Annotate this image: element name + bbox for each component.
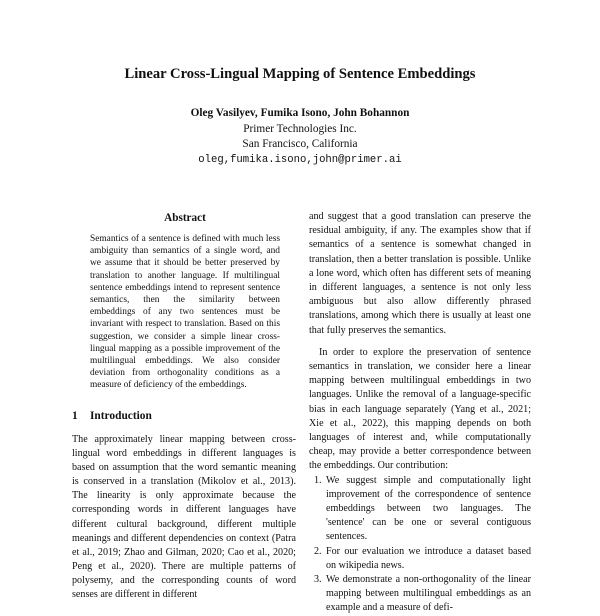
section-number: 1 bbox=[72, 410, 78, 422]
list-number: 1. bbox=[314, 474, 322, 486]
section-heading-introduction bbox=[72, 410, 302, 422]
list-item-text: For our evaluation we introduce a dataset based on wikipedia news. bbox=[326, 545, 531, 571]
contribution-list bbox=[309, 474, 531, 616]
abstract-heading: Abstract bbox=[164, 212, 206, 224]
list-item bbox=[309, 474, 531, 545]
list-item-text: We suggest simple and computationally light improvement of the correspondence of sentence embeddings between two languages. The 'sentence' can be one or several contiguous sentences. bbox=[326, 474, 531, 543]
list-item-text: We demonstrate a non-orthogonality of the linear mapping between multilingual embeddings as an example and a measure of defi- bbox=[326, 574, 531, 614]
author-block bbox=[0, 106, 600, 168]
intro-paragraph-2: In order to explore the preservation of sentence semantics in translation, we consider here a linear mapping between multilingual embeddings in two languages. Unlike the removal of a language-specific bias in each language separately (Yang et al., 2021; Xie et al., 2022), this mapping depends on both languages of interest and, while computationally cheap, may provide a better correspondence between the embeddings. Our contribution: bbox=[309, 346, 531, 472]
intro-paragraph-1: and suggest that a good translation can preserve the residual ambiguity, if any. The examples show that if semantics of a sentence is somewhat changed in translation, then a better translation is possible. Unlike a lone word, which often has different sets of meaning in different languages, a sentence is not only less ambiguous but also allow differently phrased translations, among which there is usually at least one that fully preserves the semantics. bbox=[309, 211, 531, 336]
affiliation: Primer Technologies Inc. bbox=[243, 122, 357, 135]
section-title: Introduction bbox=[90, 410, 152, 422]
introduction-left-column: The approximately linear mapping between cross-lingual word embeddings in different languages is based on assumption that the word semantic meaning is conserved in a translation (Mikolov et al., 2013). The linearity is only approximate because the corresponding words in different languages have different cultural background, different multiple meanings and different dependencies on context (Patra et al., 2019; Zhao and Gilman, 2020; Cao et al., 2020; Peng et al., 2020). There are multiple patterns of polysemy, and the corresponding counts of word senses are different in different bbox=[72, 434, 296, 601]
list-item bbox=[309, 573, 531, 616]
abstract-text: Semantics of a sentence is defined with much less ambiguity than semantics of a single word, and we assume that it should be better preserved by translation to another language. If multilingual sentence embeddings intend to represent sentence semantics, then the similarity between embeddings of any two sentences must be invariant with respect to translation. Based on this suggestion, we consider a simple linear cross-lingual mapping as a possible improvement of the multilingual embeddings. We also consider deviation from orthogonality conditions as a measure of deficiency of the embeddings. bbox=[90, 234, 280, 391]
location: San Francisco, California bbox=[242, 138, 358, 150]
list-number: 2. bbox=[314, 545, 322, 557]
list-item bbox=[309, 545, 531, 573]
author-email: oleg,fumika.isono,john@primer.ai bbox=[198, 153, 402, 166]
list-number: 3. bbox=[314, 574, 322, 586]
author-names: Oleg Vasilyev, Fumika Isono, John Bohannon bbox=[190, 107, 410, 119]
introduction-right-column bbox=[309, 210, 531, 616]
paper-title: Linear Cross-Lingual Mapping of Sentence Embeddings bbox=[124, 66, 476, 82]
